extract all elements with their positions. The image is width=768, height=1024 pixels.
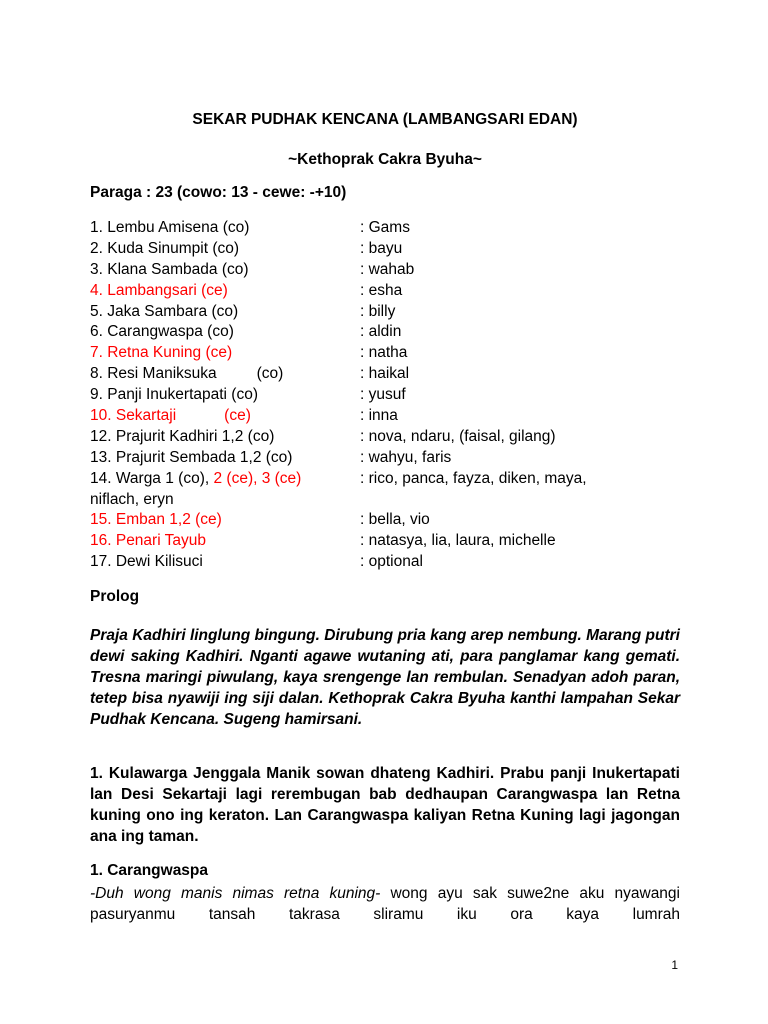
dialog-text: wong ayu sak suwe2ne aku nyawangi pasuryanmu tansah takrasa sliramu iku ora kaya lumrah [90, 885, 680, 923]
cast-role: 15. Emban 1,2 (ce) [90, 511, 222, 529]
cast-role [90, 406, 251, 427]
scene-description: 1. Kulawarga Jenggala Manik sowan dhateng Kadhiri. Prabu panji Inukertapati lan Desi Sekartaji lagi rerembugan bab dedhaupan Carangwaspa lan Retna kuning ono ing keraton. Lan Carangwaspa kaliyan Retna Kuning lagi jagongan ana ing taman. [90, 765, 680, 845]
document-title: SEKAR PUDHAK KENCANA (LAMBANGSARI EDAN) [192, 111, 578, 128]
cast-role: 16. Penari Tayub [90, 532, 207, 550]
cast-row [90, 364, 680, 385]
cast-actor: : natha [360, 344, 408, 362]
cast-actor: : rico, panca, fayza, diken, maya, [360, 469, 587, 487]
cast-role: 6. Carangwaspa (co) [90, 323, 234, 341]
cast-row [90, 260, 680, 281]
cast-role: 12. Prajurit Kadhiri 1,2 (co) [90, 427, 275, 445]
cast-count: Paraga : 23 (cowo: 13 - cewe: -+10) [90, 184, 347, 201]
cast-actor: : aldin [360, 323, 402, 341]
cast-role: 5. Jaka Sambara (co) [90, 302, 239, 320]
cast-actor: : optional [360, 553, 423, 571]
cast-role: 13. Prajurit Sembada 1,2 (co) [90, 448, 293, 466]
cast-actor-continued: niflach, eryn [90, 490, 174, 508]
cast-row [90, 469, 680, 511]
cast-role: 9. Panji Inukertapati (co) [90, 386, 259, 404]
cast-role: 1. Lembu Amisena (co) [90, 219, 250, 236]
cast-actor: : billy [360, 302, 396, 320]
cast-role-name: 8. Resi Maniksuka [90, 365, 217, 383]
prolog-paragraph: Praja Kadhiri linglung bingung. Dirubung pria kang arep nembung. Marang putri dewi saking Kadhiri. Nganti agawe wutaning ati, para panglamar kang gemati. Tresna maringi piwulang, kaya srengenge lan rembulan. Senadyan adoh paran, tetep bisa nyawiji ing siji dalan. Kethoprak Cakra Byuha kanthi lampahan Sekar Pudhak Kencana. Sugeng hamirsani. [90, 627, 680, 728]
cast-actor: : bayu [360, 239, 403, 257]
document-page [90, 0, 680, 1024]
cast-role-highlight: 2 (ce), 3 (ce) [213, 469, 302, 487]
cast-role [90, 469, 301, 490]
cast-role: 3. Klana Sambada (co) [90, 260, 249, 278]
cast-row [90, 343, 680, 364]
dialog-paragraph [90, 883, 680, 925]
cast-role [90, 364, 283, 385]
cast-role-name: 10. Sekartaji [90, 407, 177, 425]
cast-actor: : inna [360, 407, 398, 425]
cast-actor: : haikal [360, 365, 410, 383]
cast-row [90, 281, 680, 302]
speaker-heading: 1. Carangwaspa [90, 862, 209, 879]
page-number: 1 [671, 958, 678, 972]
cast-actor: : natasya, lia, laura, michelle [360, 532, 556, 550]
cast-row [90, 427, 680, 448]
cast-row [90, 406, 680, 427]
cast-role-gender: (co) [256, 365, 284, 383]
cast-actor: : bella, vio [360, 511, 430, 529]
cast-actor: : Gams [360, 219, 410, 236]
cast-row [90, 218, 680, 239]
cast-row [90, 552, 680, 573]
cast-row [90, 239, 680, 260]
cast-row [90, 510, 680, 531]
cast-actor: : wahab [360, 260, 415, 278]
cast-role-gender: (ce) [224, 407, 251, 425]
cast-role: 2. Kuda Sinumpit (co) [90, 239, 240, 257]
cast-role-name: 14. Warga 1 (co), [90, 469, 214, 487]
document-subtitle: ~Kethoprak Cakra Byuha~ [288, 151, 482, 168]
cast-row [90, 531, 680, 552]
cast-row [90, 385, 680, 406]
cast-role: 7. Retna Kuning (ce) [90, 344, 233, 362]
cast-row [90, 322, 680, 343]
dialog-italic: -Duh wong manis nimas retna kuning- [90, 885, 381, 902]
cast-role: 17. Dewi Kilisuci [90, 553, 203, 571]
cast-actor: : esha [360, 281, 403, 299]
cast-row [90, 448, 680, 469]
cast-actor: : nova, ndaru, (faisal, gilang) [360, 427, 556, 445]
cast-role: 4. Lambangsari (ce) [90, 281, 228, 299]
cast-actor: : wahyu, faris [360, 448, 452, 466]
cast-row [90, 302, 680, 323]
prolog-heading: Prolog [90, 588, 140, 605]
cast-actor: : yusuf [360, 386, 406, 404]
cast-list [90, 218, 680, 573]
